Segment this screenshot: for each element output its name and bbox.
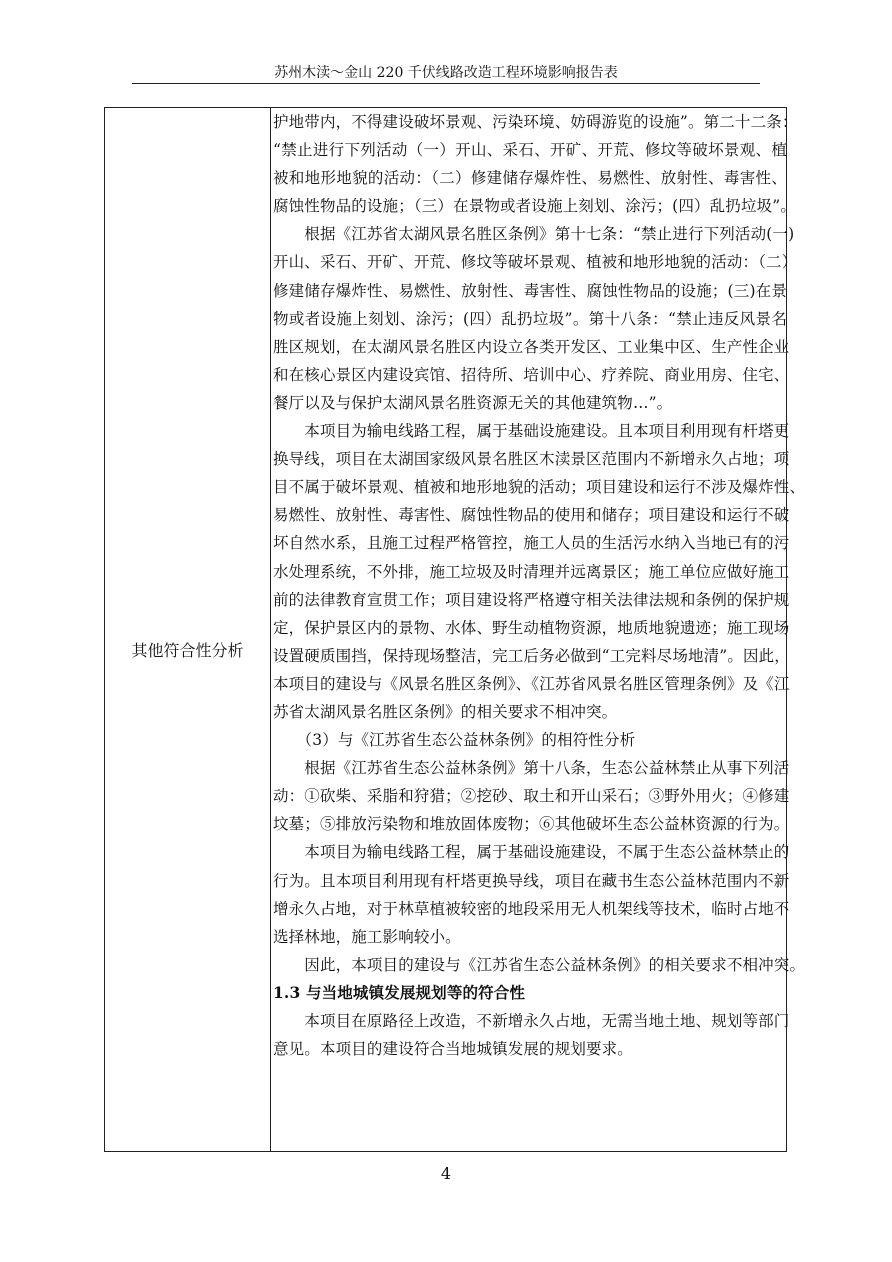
text-line: 根据《江苏省生态公益林条例》第十八条，生态公益林禁止从事下列活 [273, 759, 790, 778]
text-line: 修建储存爆炸性、易燃性、放射性、毒害性、腐蚀性物品的设施；(三)在景 [273, 281, 787, 300]
text-line: （3）与《江苏省生态公益林条例》的相符性分析 [273, 731, 636, 750]
text-line: 被和地形地貌的活动：（二）修建储存爆炸性、易燃性、放射性、毒害性、 [273, 169, 787, 188]
section-heading: 1.3 与当地城镇发展规划等的符合性 [273, 982, 526, 1002]
content-table [104, 107, 806, 1152]
text-line: 和在核心景区内建设宾馆、招待所、培训中心、疗养院、商业用房、住宅、 [273, 365, 790, 384]
text-line: 物或者设施上刻划、涂污；(四）乱扔垃圾”。第十八条：“禁止违反风景名 [273, 309, 787, 328]
text-line: 行为。且本项目利用现有杆塔更换导线，项目在藏书生态公益林范围内不新 [273, 871, 790, 890]
text-line: 本项目在原路径上改造，不新增永久占地，无需当地土地、规划等部门 [273, 1012, 790, 1030]
content-text [273, 108, 806, 1063]
text-line: 本项目为输电线路工程，属于基础设施建设，不属于生态公益林禁止的 [273, 843, 790, 862]
text-line: 餐厅以及与保护太湖风景名胜资源无关的其他建筑物…”。 [273, 393, 673, 412]
text-line: 动：①砍柴、采脂和狩猎；②挖砂、取土和开山采石；③野外用火；④修建 [273, 787, 790, 806]
text-line: 腐蚀性物品的设施；（三）在景物或者设施上刻划、涂污；(四）乱扔垃圾”。 [273, 197, 796, 216]
text-line: 根据《江苏省太湖风景名胜区条例》第十七条：“禁止进行下列活动(一) [273, 225, 795, 244]
text-line: 因此，本项目的建设与《江苏省生态公益林条例》的相关要求不相冲突。 [273, 955, 806, 974]
text-line: 坟墓；⑤排放污染物和堆放固体废物；⑥其他破坏生态公益林资源的行为。 [273, 815, 790, 834]
text-line: 护地带内，不得建设破坏景观、污染环境、妨碍游览的设施”。第二十二条： [273, 113, 798, 131]
page-header-title: 苏州木渎～金山 220 千伏线路改造工程环境影响报告表 [274, 65, 618, 81]
text-line: “禁止进行下列活动（一）开山、采石、开矿、开荒、修坟等破坏景观、植 [273, 141, 787, 160]
text-line: 换导线，项目在太湖国家级风景名胜区木渎景区范围内不新增永久占地；项 [273, 450, 790, 469]
header-rule [132, 83, 760, 84]
text-line: 本项目为输电线路工程，属于基础设施建设。且本项目利用现有杆塔更 [273, 422, 790, 441]
text-line: 本项目的建设与《风景名胜区条例》、《江苏省风景名胜区管理条例》及《江 [273, 674, 790, 693]
text-line: 选择林地，施工影响较小。 [273, 927, 461, 946]
text-line: 胜区规划，在太湖风景名胜区内设立各类开发区、工业集中区、生产性企业 [273, 337, 790, 356]
text-line: 坏自然水系，且施工过程严格管控，施工人员的生活污水纳入当地已有的污 [273, 534, 790, 553]
text-line: 前的法律教育宣贯工作；项目建设将严格遵守相关法律法规和条例的保护规 [273, 590, 790, 609]
text-line: 设置硬质围挡，保持现场整洁，完工后务必做到“工完料尽场地清”。因此， [273, 646, 790, 665]
text-line: 目不属于破坏景观、植被和地形地貌的活动；项目建设和运行不涉及爆炸性、 [273, 478, 806, 497]
page-number: 4 [440, 1164, 452, 1183]
text-line: 易燃性、放射性、毒害性、腐蚀性物品的使用和储存；项目建设和运行不破 [273, 506, 790, 525]
text-line: 苏省太湖风景名胜区条例》的相关要求不相冲突。 [273, 702, 618, 721]
row-content [271, 108, 806, 1151]
text-line: 增永久占地，对于林草植被较密的地段采用无人机架线等技术，临时占地不 [273, 899, 790, 918]
text-line: 水处理系统，不外排，施工垃圾及时清理并远离景区；施工单位应做好施工 [273, 562, 790, 581]
text-line: 意见。本项目的建设符合当地城镇发展的规划要求。 [273, 1040, 633, 1059]
text-line: 开山、采石、开矿、开荒、修坟等破坏景观、植被和地形地貌的活动：（二） [273, 253, 798, 272]
row-label: 其他符合性分析 [131, 641, 244, 660]
text-line: 定，保护景区内的景物、水体、野生动植物资源，地质地貌遗迹；施工现场 [273, 618, 790, 637]
